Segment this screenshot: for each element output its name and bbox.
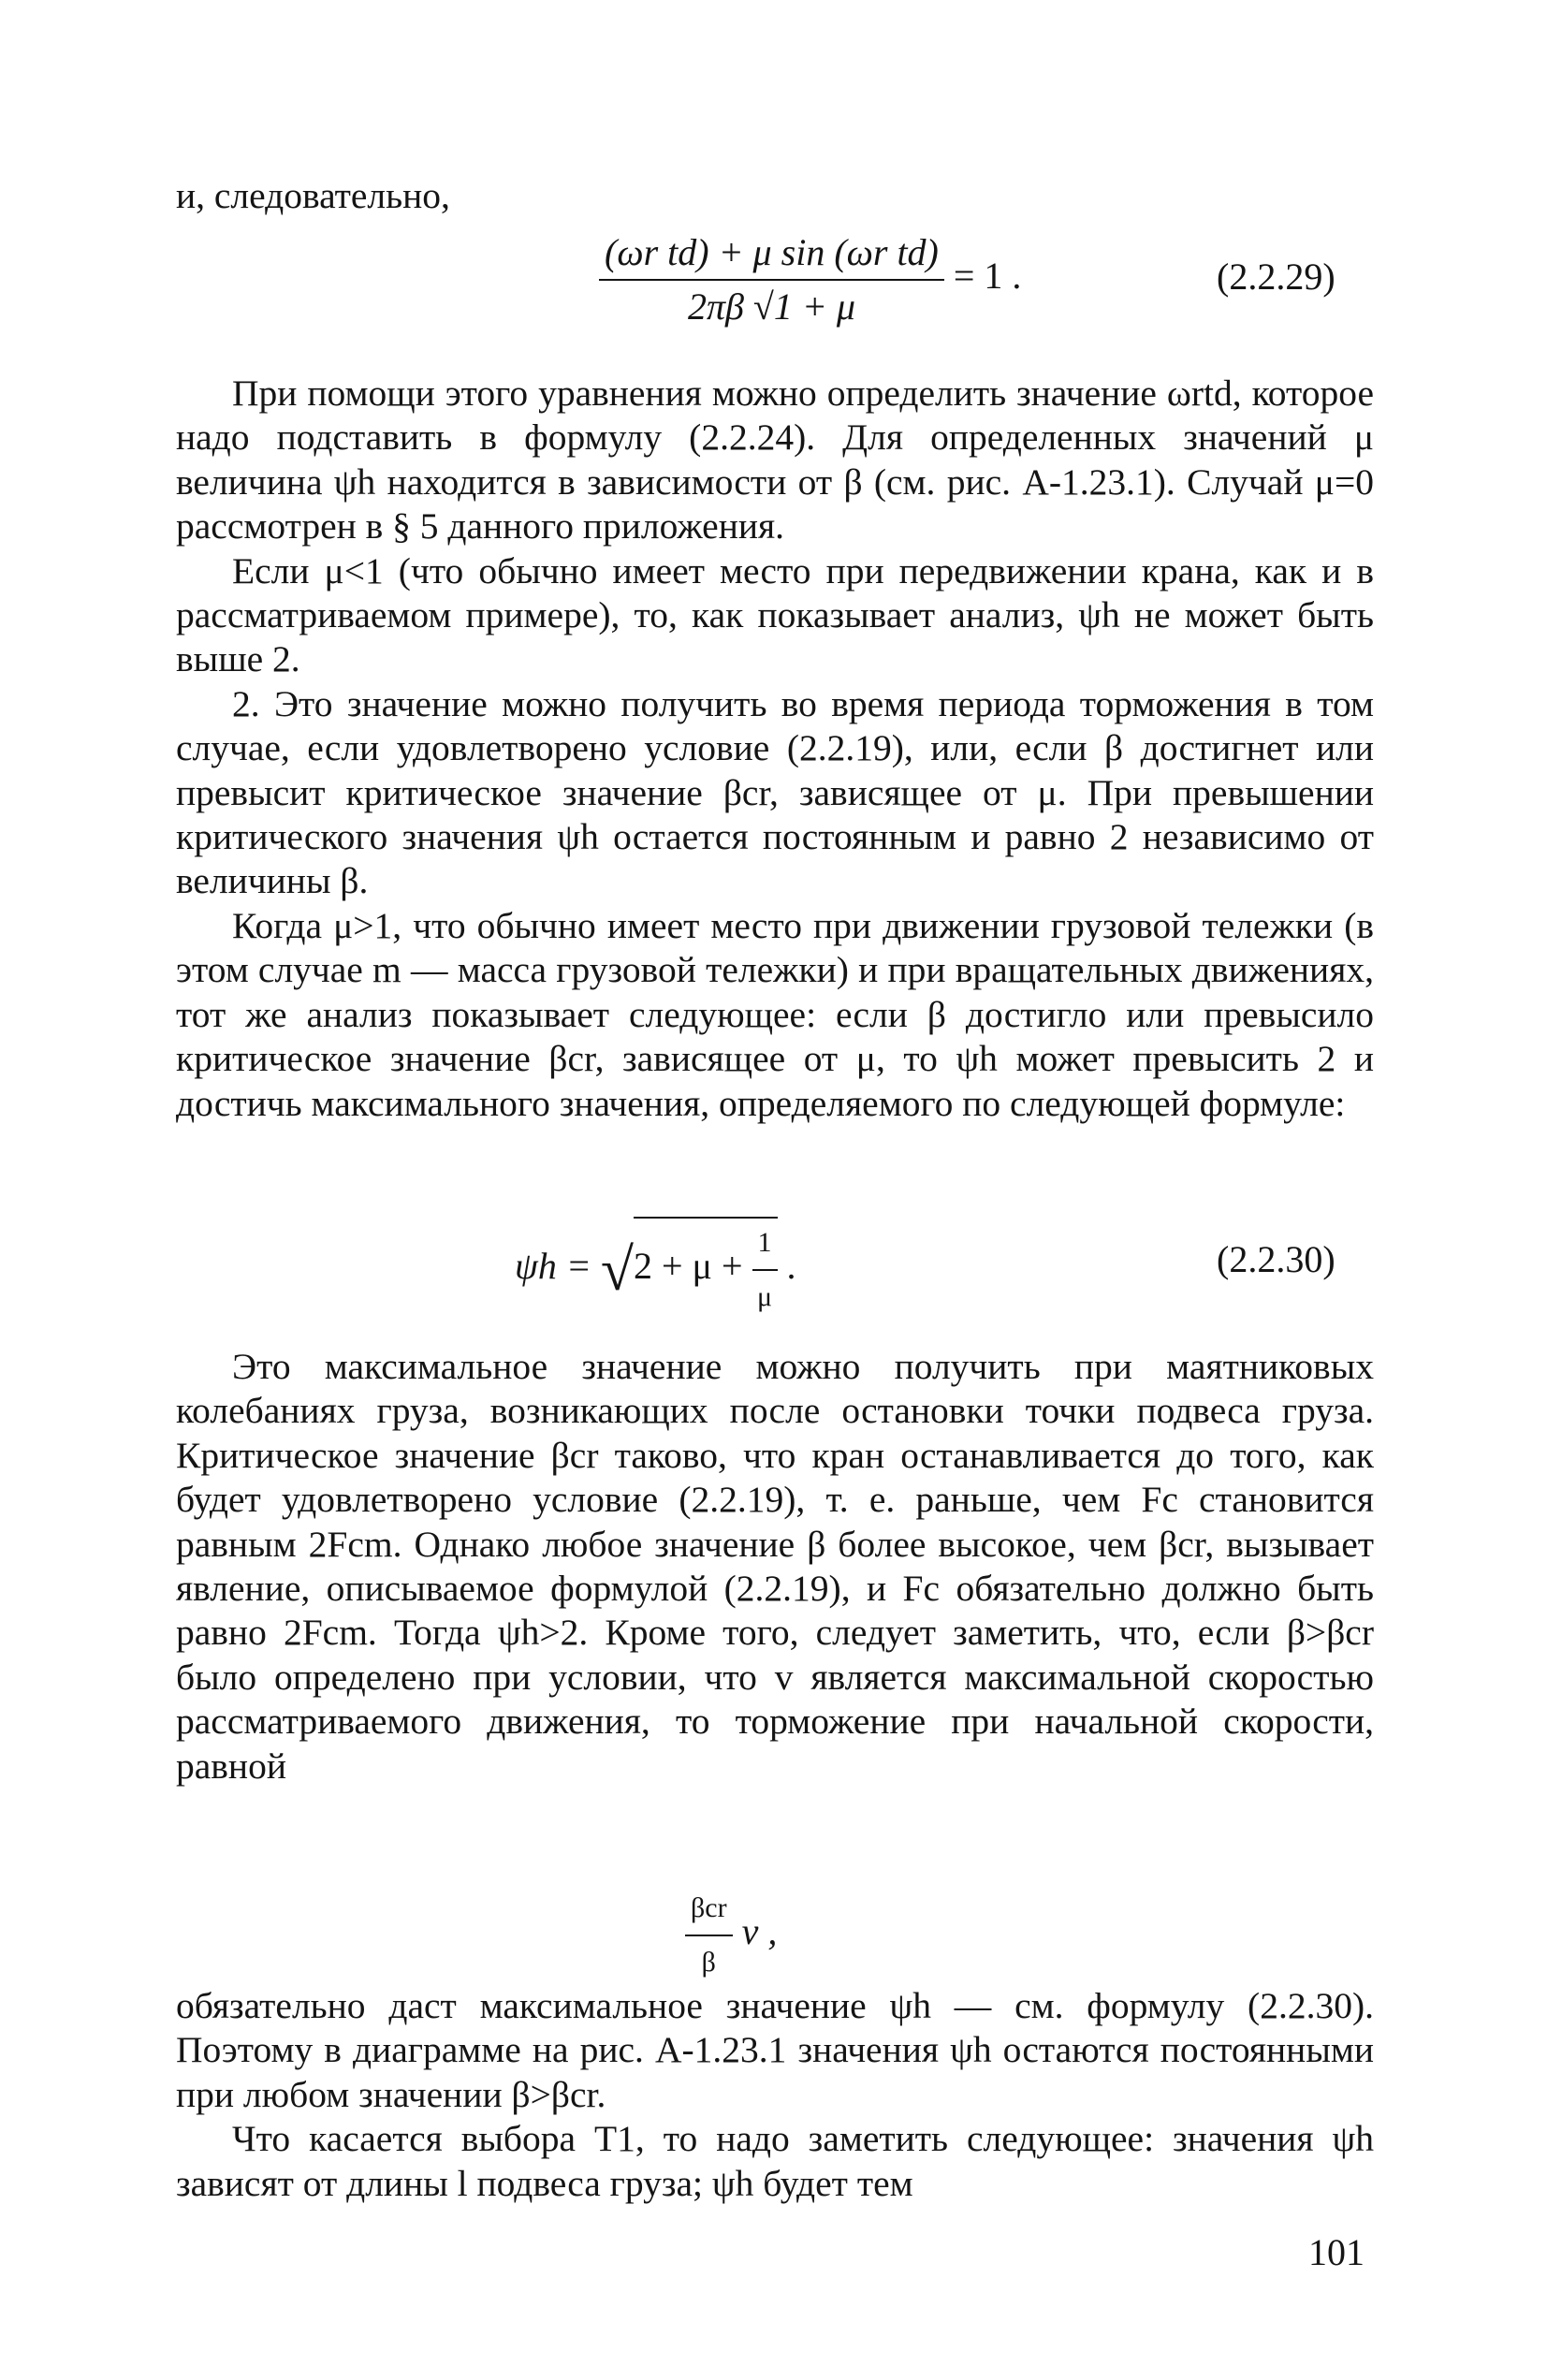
equation-denominator: 2πβ √1 + μ (687, 285, 855, 328)
velocity-symbol: v , (741, 1910, 778, 1953)
intro-text: и, следовательно, (176, 175, 450, 216)
square-root (601, 1217, 778, 1320)
equation-velocity (685, 1886, 777, 1985)
radicand: 2 + μ + $\frac{1}{\mu}$ (634, 1217, 778, 1320)
velocity-fraction: $\frac{\text{βcr}}{\beta}$ (685, 1886, 733, 1985)
paragraph-5: Это максимальное значение можно получить при маятниковых колебаниях груза, возникающих после остановки точки подвеса груза. Критическое значение βcr таково, что кран останавливается до того, как будет удовлетворено условие (2.2.19), т. е. раньше, чем Fc становится равным 2Fcm. Однако любое значение β более высокое, чем βcr, вызывает явление, описываемое формулой (2.2.19), и Fc обязательно должно быть равно 2Fcm. Тогда ψh>2. Кроме того, следует заметить, что, если β>βcr было определено при условии, что v является максимальной скоростью рассматриваемого движения, то торможение при начальной скорости, равной (176, 1346, 1374, 1787)
equation-fraction (599, 230, 944, 329)
paragraph-1: При помощи этого уравнения можно определить значение ωrtd, которое надо подставить в формулу (2.2.24). Для определенных значений μ величина ψh находится в зависимости от β (см. рис. А-1.23.1). Случай μ=0 рассмотрен в § 5 данного приложения. (176, 372, 1374, 548)
page-number: 101 (1308, 2231, 1365, 2273)
radical-sign: √ (600, 1236, 634, 1303)
main-text-a (176, 372, 1374, 1126)
equation-number-2-2-29: (2.2.29) (1217, 256, 1335, 298)
paragraph-2: Если μ<1 (что обычно имеет место при передвижении крана, как и в рассматриваемом примере), то, как показывает анализ, ψh не может быть выше 2. (176, 549, 1374, 680)
radicand-fraction: $\frac{1}{\mu}$ (752, 1220, 778, 1320)
equation-lhs: ψh = (515, 1245, 591, 1288)
equation-number-2-2-30: (2.2.30) (1217, 1238, 1335, 1280)
paragraph-3: 2. Это значение можно получить во время периода торможения в том случае, если удовлетворено условие (2.2.19), или, если β достигнет или превысит критическое значение βcr, зависящее от μ. При превышении критического значения ψh остается постоянным и равно 2 независимо от величины β. (176, 682, 1374, 902)
equation-2-2-30 (515, 1217, 796, 1320)
equation-tail: . (786, 1245, 796, 1288)
equation-2-2-29 (599, 230, 1021, 329)
equation-rhs: = 1 . (953, 255, 1022, 298)
paragraph-4: Когда μ>1, что обычно имеет место при движении грузовой тележки (в этом случае m — масса грузовой тележки) и при вращательных движениях, тот же анализ показывает следующее: если β достигло или превысило критическое значение βcr, зависящее от μ, то ψh может превысить 2 и достичь максимального значения, определяемого по следующей формуле: (176, 904, 1374, 1124)
paragraph-7: Что касается выбора T1, то надо заметить следующее: значения ψh зависят от длины l подвеса груза; ψh будет тем (176, 2118, 1374, 2204)
main-text-c (176, 1984, 1374, 2206)
main-text-b (176, 1345, 1374, 1789)
equation-numerator: (ωr td) + μ sin (ωr td) (599, 230, 944, 281)
intro-line (176, 174, 1374, 218)
paragraph-6: обязательно даст максимальное значение ψh — см. формулу (2.2.30). Поэтому в диаграмме на рис. А-1.23.1 значения ψh остаются постоянными при любом значении β>βcr. (176, 1985, 1374, 2115)
